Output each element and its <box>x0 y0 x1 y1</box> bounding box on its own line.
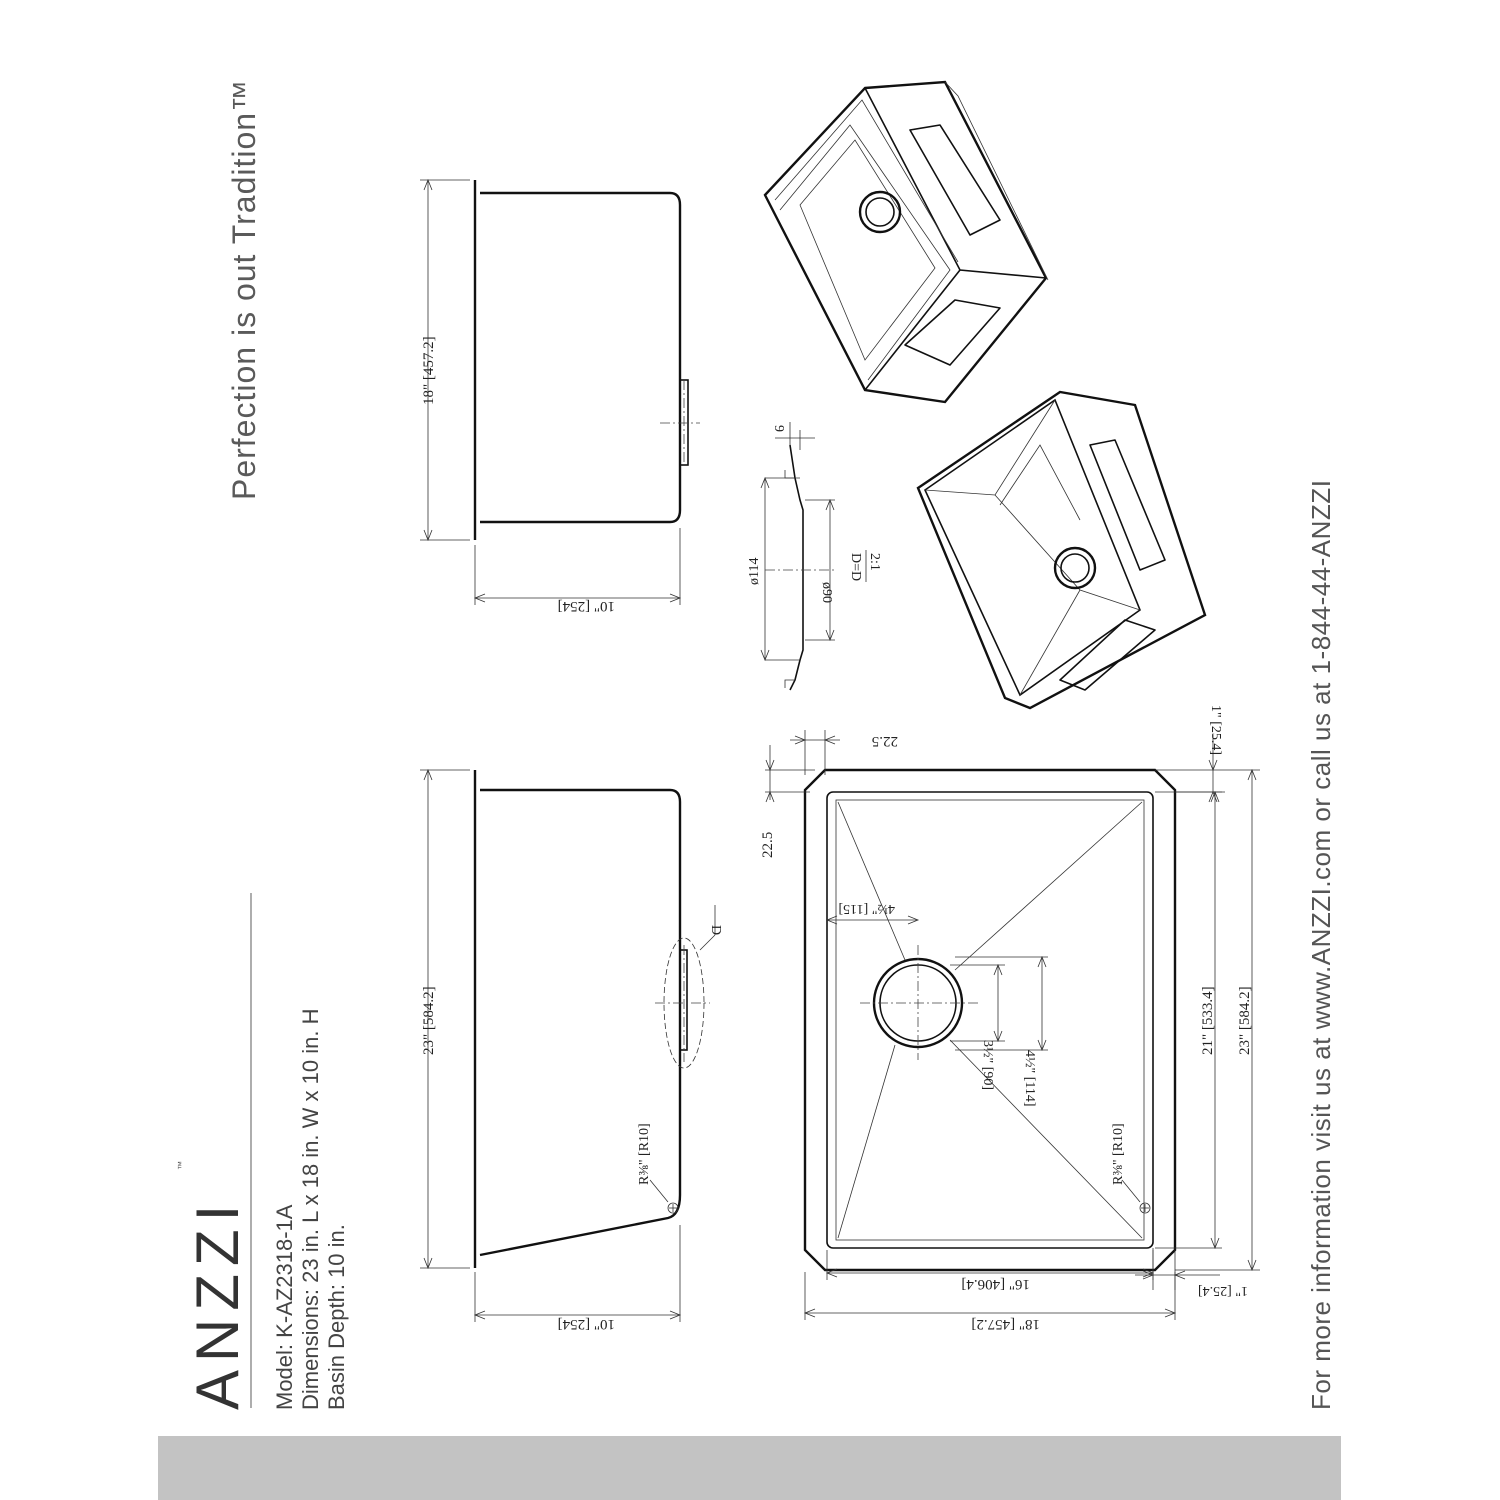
dim-side-depth: 10" [254] <box>557 598 615 614</box>
dim-side-height: 18" [457.2] <box>421 336 437 405</box>
detail-label: D=D <box>848 553 863 582</box>
drain-detail <box>747 422 882 690</box>
spec-dimensions: Dimensions: 23 in. L x 18 in. W x 10 in. H <box>298 1008 323 1410</box>
dim-drain-flange: 9 <box>771 425 786 432</box>
dim-side-radius: R⅜" [R10] <box>637 1123 652 1185</box>
dim-drain-small: 3½" [90] <box>980 1040 995 1091</box>
dim-plan-radius: R⅜" [R10] <box>1111 1123 1126 1185</box>
dim-drain-outer: ø114 <box>747 557 762 585</box>
dim-side-length: 23" [584.2] <box>421 986 437 1055</box>
detail-mark-d: D <box>708 925 723 936</box>
dim-outer-width: 18" [457.2] <box>971 1316 1040 1332</box>
brand-logo: ANZZI <box>184 1196 251 1410</box>
dim-corner-top: 22.5 <box>871 733 898 749</box>
tagline: Perfection is out Tradition™ <box>226 78 262 500</box>
brand-block <box>176 893 349 1410</box>
isometric-view-bottom <box>918 392 1205 708</box>
side-view-length <box>420 770 723 1332</box>
dim-inner-length: 21" [533.4] <box>1200 986 1216 1055</box>
dim-outer-length: 23" [584.2] <box>1237 986 1253 1055</box>
dim-drain-large: 4½" [114] <box>1022 1050 1037 1107</box>
isometric-view-top <box>765 82 1048 402</box>
plan-view <box>760 705 1260 1332</box>
dim-drain-inner: ø90 <box>819 582 834 603</box>
brand-trademark: ™ <box>176 1161 186 1170</box>
footer-band <box>158 1436 1341 1500</box>
detail-scale: 2:1 <box>867 553 882 571</box>
dim-rim-bottom: 1" [25.4] <box>1197 1283 1248 1298</box>
spec-model: Model: K-AZ2318-1A <box>272 1204 297 1410</box>
dim-drain-offset: 4½" [115] <box>838 901 895 916</box>
spec-basin-depth: Basin Depth: 10 in. <box>324 1224 349 1410</box>
dim-inner-width: 16" [406.4] <box>961 1276 1030 1292</box>
footer-contact: For more information visit us at www.ANZZI.com or call us at 1-844-44-ANZZI <box>1306 479 1336 1410</box>
dim-corner-side: 22.5 <box>760 831 776 858</box>
side-view-width <box>420 180 700 614</box>
dim-side-depth-2: 10" [254] <box>557 1316 615 1332</box>
dim-rim-top: 1" [25.4] <box>1208 705 1223 756</box>
